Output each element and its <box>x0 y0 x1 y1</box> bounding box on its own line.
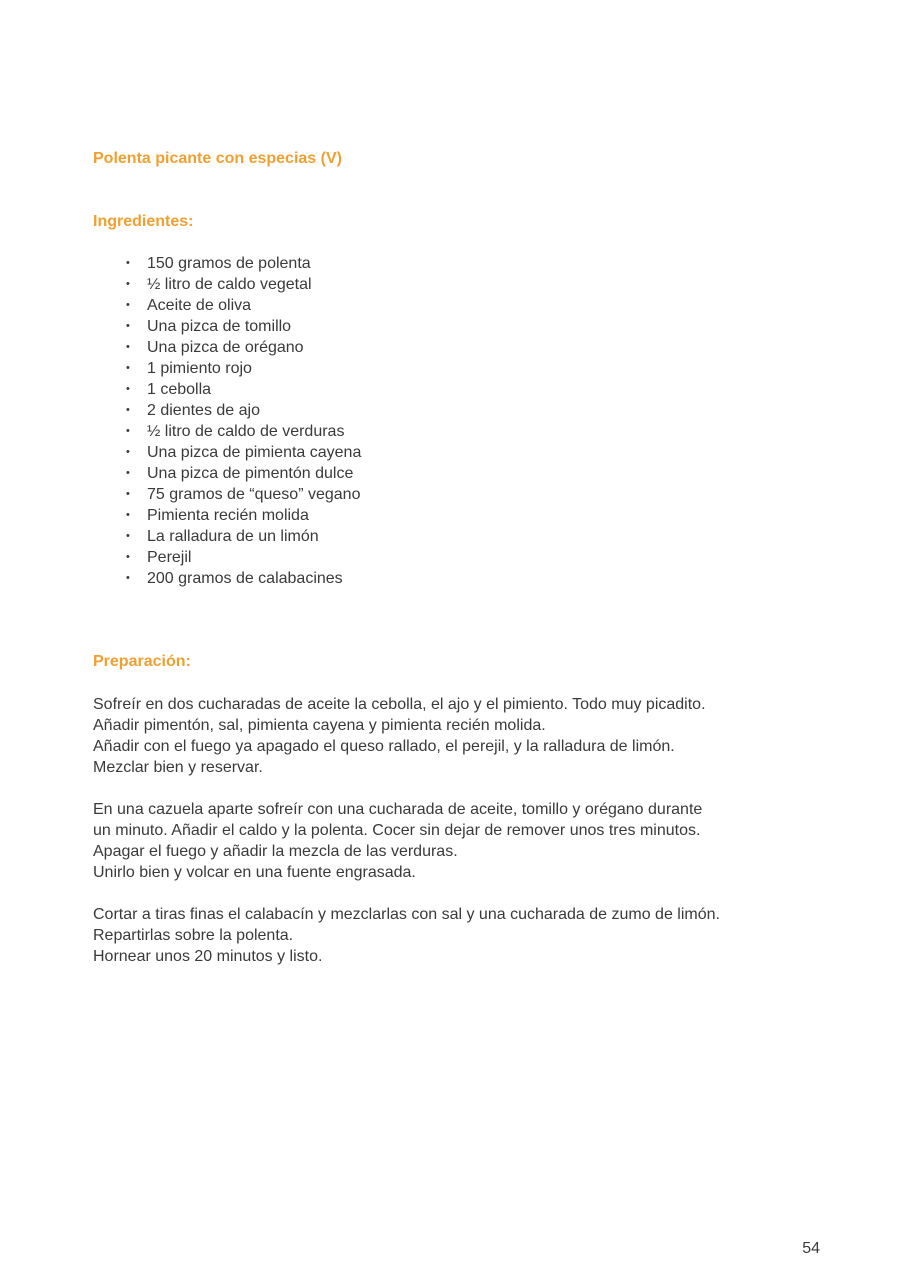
bullet-marker: • <box>126 362 130 374</box>
preparation-heading: Preparación: <box>93 653 191 670</box>
bullet-marker: • <box>126 278 130 290</box>
ingredient-item <box>126 421 810 442</box>
ingredients-list <box>93 253 810 589</box>
ingredient-item <box>126 295 810 316</box>
ingredient-item <box>126 505 810 526</box>
bullet-marker: • <box>126 404 130 416</box>
paragraph-line: Mezclar bien y reservar. <box>93 759 263 776</box>
ingredient-item <box>126 316 810 337</box>
ingredient-text: ½ litro de caldo de verduras <box>147 423 345 440</box>
ingredient-text: 1 pimiento rojo <box>147 360 252 377</box>
preparation-paragraph <box>93 799 810 883</box>
bullet-marker: • <box>126 488 130 500</box>
ingredient-text: Perejil <box>147 549 192 566</box>
ingredient-item <box>126 400 810 421</box>
ingredient-item <box>126 442 810 463</box>
ingredient-text: Una pizca de tomillo <box>147 318 292 335</box>
ingredient-text: 150 gramos de polenta <box>147 255 311 272</box>
ingredient-text: Pimienta recién molida <box>147 507 309 524</box>
bullet-marker: • <box>126 509 130 521</box>
ingredient-text: 200 gramos de calabacines <box>147 570 343 587</box>
ingredient-text: Aceite de oliva <box>147 297 252 314</box>
ingredient-item <box>126 547 810 568</box>
ingredient-text: ½ litro de caldo vegetal <box>147 276 312 293</box>
paragraph-line: Hornear unos 20 minutos y listo. <box>93 948 323 965</box>
ingredient-text: 1 cebolla <box>147 381 212 398</box>
recipe-title: Polenta picante con especias (V) <box>93 150 342 167</box>
ingredient-item <box>126 526 810 547</box>
bullet-marker: • <box>126 446 130 458</box>
preparation-paragraph <box>93 694 810 778</box>
ingredient-text: 75 gramos de “queso” vegano <box>147 486 361 503</box>
bullet-marker: • <box>126 320 130 332</box>
ingredient-text: Una pizca de orégano <box>147 339 304 356</box>
paragraph-line: Unirlo bien y volcar en una fuente engrasada. <box>93 864 416 881</box>
ingredient-item <box>126 337 810 358</box>
paragraph-line: Añadir con el fuego ya apagado el queso rallado, el perejil, y la ralladura de limón. <box>93 738 675 755</box>
ingredient-text: 2 dientes de ajo <box>147 402 260 419</box>
bullet-marker: • <box>126 551 130 563</box>
bullet-marker: • <box>126 299 130 311</box>
bullet-marker: • <box>126 572 130 584</box>
ingredients-heading: Ingredientes: <box>93 213 194 230</box>
ingredient-text: Una pizca de pimentón dulce <box>147 465 354 482</box>
ingredient-text: Una pizca de pimienta cayena <box>147 444 362 461</box>
paragraph-line: Sofreír en dos cucharadas de aceite la cebolla, el ajo y el pimiento. Todo muy picadito. <box>93 696 706 713</box>
bullet-marker: • <box>126 530 130 542</box>
ingredient-text: La ralladura de un limón <box>147 528 319 545</box>
ingredient-item <box>126 568 810 589</box>
paragraph-line: En una cazuela aparte sofreír con una cucharada de aceite, tomillo y orégano durante <box>93 801 703 818</box>
ingredient-item <box>126 274 810 295</box>
ingredient-item <box>126 484 810 505</box>
paragraph-line: un minuto. Añadir el caldo y la polenta. Cocer sin dejar de remover unos tres minutos. <box>93 822 701 839</box>
bullet-marker: • <box>126 341 130 353</box>
preparation-paragraph <box>93 904 810 967</box>
ingredient-item <box>126 253 810 274</box>
page-number: 54 <box>802 1240 820 1257</box>
bullet-marker: • <box>126 383 130 395</box>
bullet-marker: • <box>126 257 130 269</box>
bullet-marker: • <box>126 467 130 479</box>
ingredient-item <box>126 379 810 400</box>
paragraph-line: Añadir pimentón, sal, pimienta cayena y pimienta recién molida. <box>93 717 546 734</box>
paragraph-line: Repartirlas sobre la polenta. <box>93 927 294 944</box>
ingredient-item <box>126 463 810 484</box>
bullet-marker: • <box>126 425 130 437</box>
ingredient-item <box>126 358 810 379</box>
paragraph-line: Cortar a tiras finas el calabacín y mezclarlas con sal y una cucharada de zumo de limón. <box>93 906 720 923</box>
paragraph-line: Apagar el fuego y añadir la mezcla de las verduras. <box>93 843 458 860</box>
